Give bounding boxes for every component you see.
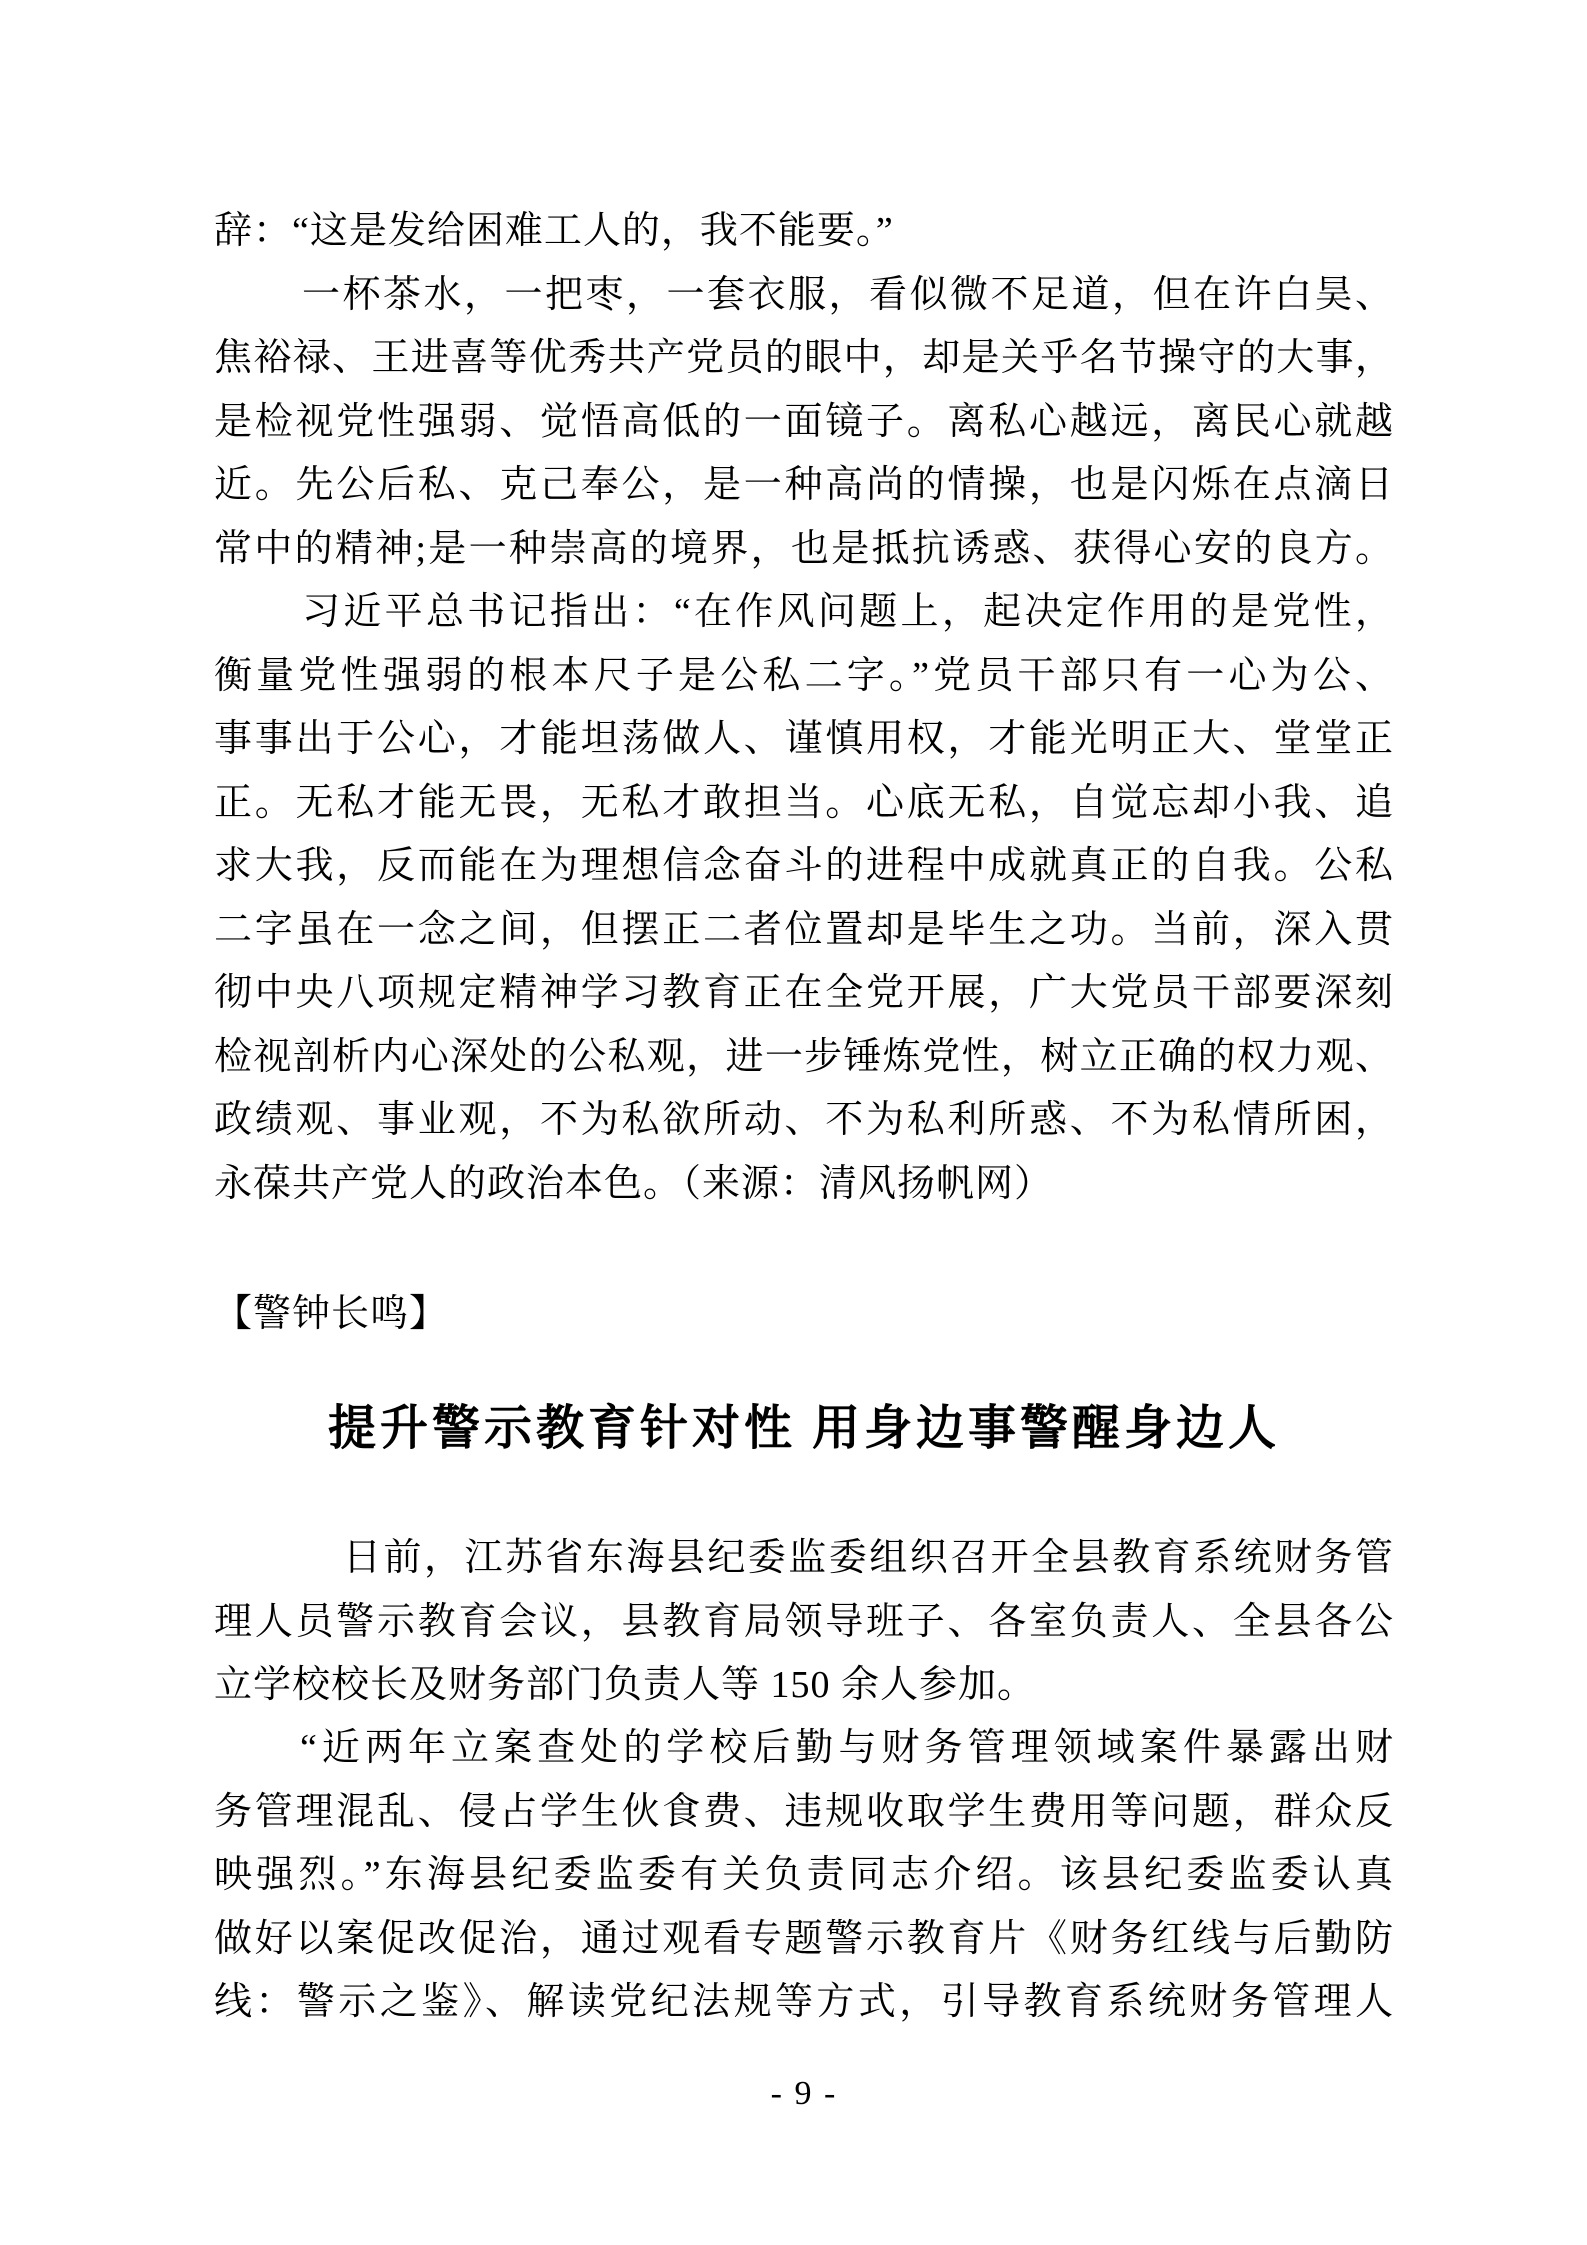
body-text-block [214, 200, 1394, 1216]
text-line: 理人员警示教育会议，县教育局领导班子、各室负责人、全县各公 [214, 1600, 1394, 1643]
text-line: 近。先公后私、克己奉公，是一种高尚的情操，也是闪烁在点滴日 [214, 464, 1394, 506]
article-title: 提升警示教育针对性 用身边事警醒身边人 [327, 1402, 1280, 1455]
text-line: “近两年立案查处的学校后勤与财务管理领域案件暴露出财 [300, 1727, 1394, 1769]
text-line: 求大我，反而能在为理想信念奋斗的进程中成就真正的自我。公私 [214, 845, 1394, 887]
text-line: 是检视党性强弱、觉悟高低的一面镜子。离私心越远，离民心就越 [214, 400, 1394, 443]
text-line: 习近平总书记指出：“在作风问题上，起决定作用的是党性， [302, 591, 1394, 633]
text-line: 立学校校长及财务部门负责人等 150 余人参加。 [214, 1664, 1037, 1706]
section-heading: 【警钟长鸣】 [214, 1293, 449, 1335]
text-line: 事事出于公心，才能坦荡做人、谨慎用权，才能光明正大、堂堂正 [214, 718, 1394, 760]
text-line: 二字虽在一念之间，但摆正二者位置却是毕生之功。当前，深入贯 [214, 908, 1394, 951]
text-line: 焦裕禄、王进喜等优秀共产党员的眼中，却是关乎名节操守的大事， [214, 337, 1394, 379]
text-line: 衡量党性强弱的根本尺子是公私二字。”党员干部只有一心为公、 [214, 654, 1394, 697]
text-line: 一杯茶水，一把枣，一套衣服，看似微不足道，但在许白昊、 [302, 273, 1394, 316]
text-line: 日前，江苏省东海县纪委监委组织召开全县教育系统财务管 [343, 1537, 1394, 1579]
text-line: 检视剖析内心深处的公私观，进一步锤炼党性，树立正确的权力观、 [214, 1035, 1394, 1078]
text-line: 线：警示之鉴》、解读党纪法规等方式，引导教育系统财务管理人 [214, 1981, 1394, 2023]
text-line: 做好以案促改促治，通过观看专题警示教育片《财务红线与后勤防 [214, 1917, 1394, 1960]
text-line: 辞：“这是发给困难工人的，我不能要。” [214, 210, 894, 252]
text-line: 正。无私才能无畏，无私才敢担当。心底无私，自觉忘却小我、追 [214, 781, 1394, 824]
text-line: 常中的精神;是一种崇高的境界，也是抵抗诱惑、获得心安的良方。 [214, 527, 1394, 570]
page-number: - 9 - [770, 2075, 838, 2112]
text-line: 永葆共产党人的政治本色。（来源：清风扬帆网） [214, 1162, 1054, 1205]
text-line: 映强烈。”东海县纪委监委有关负责同志介绍。该县纪委监委认真 [214, 1854, 1394, 1896]
article-paragraph [214, 1717, 1394, 2035]
text-line: 政绩观、事业观，不为私欲所动、不为私利所惑、不为私情所困， [214, 1099, 1394, 1141]
article-paragraph [214, 1527, 1394, 1718]
text-line: 务管理混乱、侵占学生伙食费、违规收取学生费用等问题，群众反 [214, 1790, 1394, 1833]
text-line: 彻中央八项规定精神学习教育正在全党开展，广大党员干部要深刻 [214, 972, 1394, 1014]
